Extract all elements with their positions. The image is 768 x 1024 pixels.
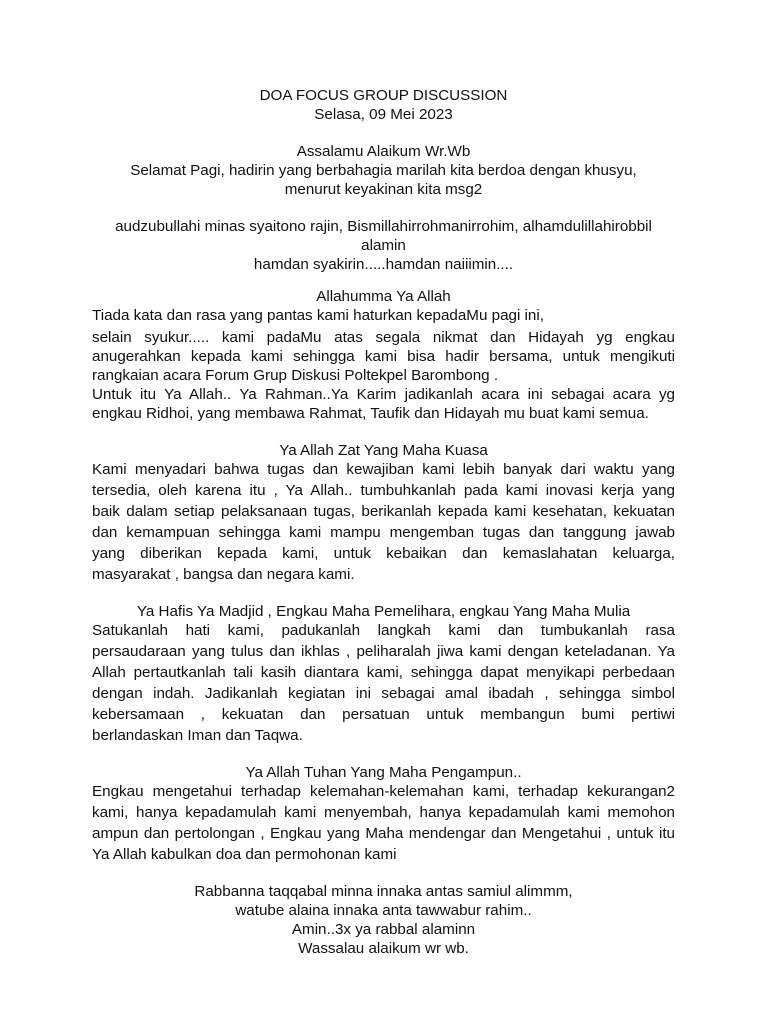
paragraph-line: Untuk itu Ya Allah.. Ya Rahman..Ya Karim jadikanlah acara ini sebagai acara yg (92, 386, 675, 403)
section-heading: Ya Allah Zat Yang Maha Kuasa (279, 442, 488, 459)
closing-block (92, 882, 675, 958)
document-date: Selasa, 09 Mei 2023 (314, 106, 453, 123)
basmalah-line-3: hamdan syakirin.....hamdan naiiimin.... (253, 256, 514, 273)
paragraph-line: Kami menyadari bahwa tugas dan kewajiban kami lebih banyak dari waktu yang (92, 461, 675, 478)
opening-line-1: Selamat Pagi, hadirin yang berbahagia marilah kita berdoa dengan khusyu, (130, 162, 637, 179)
paragraph-line: Allah pertautkanlah tali kasih diantara kami, sehingga dapat menyikapi perbedaan (92, 664, 675, 681)
paragraph-line: engkau Ridhoi, yang membawa Rahmat, Taufik dan Hidayah mu buat kami semua. (92, 405, 649, 422)
paragraph-line: dengan indah. Jadikanlah kegiatan ini sebagai amal ibadah , sehingga simbol (92, 685, 675, 702)
opening-line-2: menurut keyakinan kita msg2 (284, 181, 483, 198)
paragraph-line: masyarakat , bangsa dan negara kami. (92, 566, 355, 583)
closing-line-4: Wassalau alaikum wr wb. (298, 940, 469, 957)
paragraph-line: Satukanlah hati kami, padukanlah langkah kami dan tumbukanlah rasa (92, 622, 675, 639)
basmalah-line-2: alamin (361, 237, 406, 254)
section-maha-pemelihara (92, 602, 675, 745)
basmalah-line-1: audzubullahi minas syaitono rajin, Bismillahirrohmanirrohim, alhamdulillahirobbil (115, 218, 652, 235)
paragraph-line: Engkau mengetahui terhadap kelemahan-kelemahan kami, terhadap kekurangan2 (92, 783, 675, 800)
closing-line-3: Amin..3x ya rabbal alaminn (291, 921, 476, 938)
paragraph-line: kebersamaan , kekuatan dan persatuan untuk membangun bumi pertiwi (92, 706, 675, 723)
closing-line-2: watube alaina innaka anta tawwabur rahim.. (235, 902, 532, 919)
section-maha-pengampun (92, 763, 675, 864)
greeting: Assalamu Alaikum Wr.Wb (296, 143, 471, 160)
section-heading: Ya Allah Tuhan Yang Maha Pengampun.. (245, 764, 522, 781)
section-heading: Allahumma Ya Allah (316, 288, 451, 305)
opening-block (92, 142, 675, 199)
paragraph-line: dan kemampuan sehingga kami mampu mengemban tugas dan tanggung jawab (92, 524, 675, 541)
paragraph-line: baik dalam setiap pelaksanaan tugas, berikanlah kepada kami kesehatan, kekuatan (92, 503, 675, 520)
section-maha-kuasa (92, 441, 675, 584)
section-heading: Ya Hafis Ya Madjid , Engkau Maha Pemelihara, engkau Yang Maha Mulia (136, 603, 631, 620)
paragraph-line: selain syukur..... kami padaMu atas segala nikmat dan Hidayah yg engkau (92, 329, 675, 346)
basmalah-block (92, 217, 675, 274)
closing-line-1: Rabbanna taqqabal minna innaka antas samiul alimmm, (194, 883, 573, 900)
paragraph-line: rangkaian acara Forum Grup Diskusi Poltekpel Barombong . (92, 367, 499, 384)
paragraph-line: ampun dan pertolongan , Engkau yang Maha mendengar dan Mengetahui , untuk itu (92, 825, 675, 842)
document-page (92, 86, 675, 958)
paragraph-line: kami, hanya kepadamulah kami menyembah, hanya kepadamulah kami memohon (92, 804, 675, 821)
paragraph-line: berlandaskan Iman dan Taqwa. (92, 727, 303, 744)
paragraph-line: yang diberikan kepada kami, untuk kebaikan dan kemaslahatan keluarga, (92, 545, 675, 562)
document-title: DOA FOCUS GROUP DISCUSSION (259, 87, 508, 104)
document-header (92, 86, 675, 124)
paragraph-line: Ya Allah kabulkan doa dan permohonan kami (92, 846, 397, 863)
paragraph-line: tersedia, oleh karena itu , Ya Allah.. tumbuhkanlah pada kami inovasi kerja yang (92, 482, 675, 499)
section-allahumma (92, 287, 675, 423)
paragraph-line: anugerahkan kepada kami sehingga kami bisa hadir bersama, untuk mengikuti (92, 348, 675, 365)
paragraph-line: Tiada kata dan rasa yang pantas kami haturkan kepadaMu pagi ini, (92, 307, 544, 324)
paragraph-line: persaudaraan yang tulus dan ikhlas , peliharalah jiwa kami dengan keteladanan. Ya (92, 643, 675, 660)
